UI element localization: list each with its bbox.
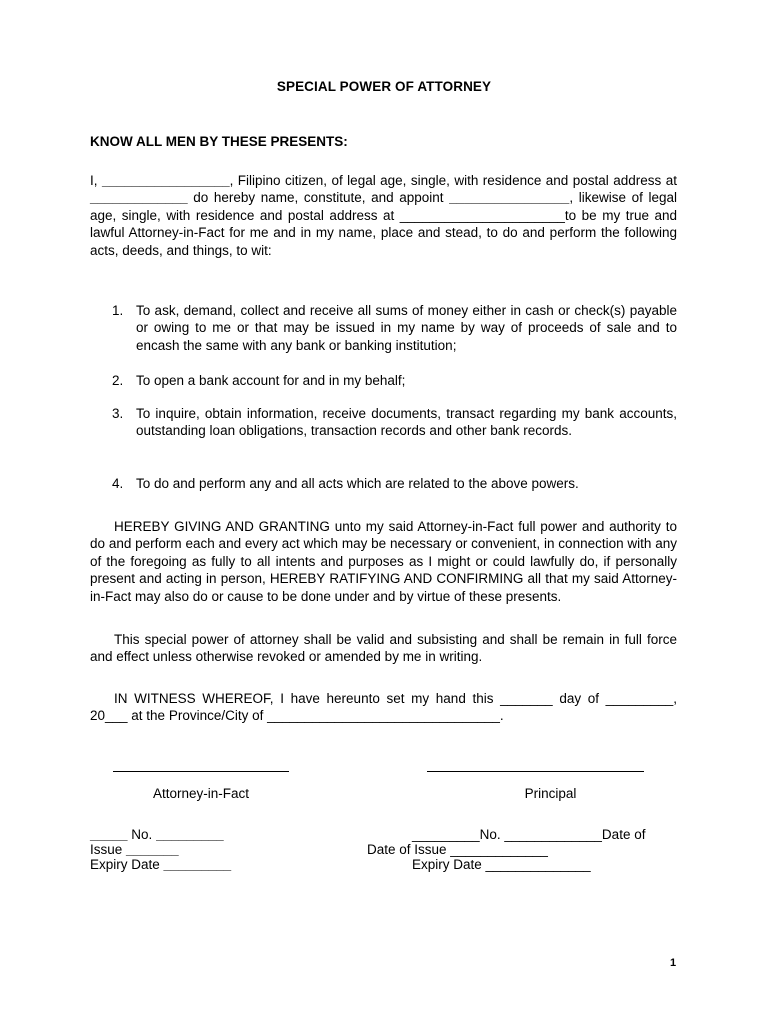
principal-address-blank: _____________ [90, 190, 188, 206]
principal-name-blank: _________________ [101, 173, 230, 188]
opening-heading: KNOW ALL MEN BY THESE PRESENTS: [90, 134, 348, 149]
document-title: SPECIAL POWER OF ATTORNEY [276, 79, 492, 94]
expiry-blank: _________ [163, 857, 232, 872]
list-item [112, 405, 677, 440]
intro-text-2: , Filipino citizen, of legal age, single, with residence and postal address at [229, 173, 677, 188]
issue-blank: _______ [126, 842, 179, 857]
witness-paragraph: IN WITNESS WHEREOF, I have hereunto set my hand this _______ day of _________, 20___ at the Province/City of _______________________________. [90, 691, 677, 724]
intro-text-4: , likewise of legal age, single, with residence and postal address at ______________________to be my true and lawful Attorney-in-Fact for me and in my name, place and stead, to do and perform the following acts, deeds, and things, to wit: [90, 190, 677, 258]
attorney-expiry-date [90, 857, 231, 872]
attorney-issue-date [90, 842, 179, 857]
list-item-text: To do and perform any and all acts which are related to the above powers. [136, 476, 579, 491]
list-item [112, 372, 677, 389]
principal-id-number: _________No. _____________Date of [412, 827, 646, 842]
id-number-label: No. [127, 827, 157, 842]
id-number-blank: _________ [156, 827, 224, 842]
list-item-number: 3. [112, 406, 124, 421]
principal-expiry-date: Expiry Date ______________ [412, 857, 591, 872]
attorney-signature-line [113, 771, 289, 772]
validity-paragraph: This special power of attorney shall be valid and subsisting and shall be remain in full force and effect unless otherwise revoked or amended by me in writing. [90, 632, 677, 665]
list-item-number: 4. [112, 476, 124, 491]
principal-issue-date: Date of Issue _____________ [367, 842, 548, 857]
list-item [112, 475, 677, 492]
list-item-text: To open a bank account for and in my behalf; [136, 373, 406, 388]
issue-label: Issue [90, 842, 127, 857]
list-item-number: 1. [112, 303, 124, 318]
principal-label: Principal [524, 786, 577, 801]
list-item-number: 2. [112, 373, 124, 388]
expiry-label: Expiry Date [90, 857, 164, 872]
grant-paragraph: HEREBY GIVING AND GRANTING unto my said Attorney-in-Fact full power and authority to do and perform each and every act which may be necessary or convenient, in connection with any of the foregoing as fully to all intents and purposes as I might or could lawfully do, if personally present and acting in person, HEREBY RATIFYING AND CONFIRMING all that my said Attorney-in-Fact may also do or cause to be done under and by virtue of these presents. [90, 519, 677, 604]
intro-text-1: I, [90, 173, 102, 188]
attorney-in-fact-label: Attorney-in-Fact [152, 786, 250, 801]
intro-text-3: do hereby name, constitute, and appoint [187, 190, 450, 206]
attorney-id-number [90, 827, 224, 842]
page-number: 1 [670, 957, 677, 969]
id-type-blank: _____ [90, 827, 128, 842]
principal-signature-line [427, 771, 644, 772]
list-item-text: To inquire, obtain information, receive documents, transact regarding my bank accounts, outstanding loan obligations, transaction records and other bank records. [136, 406, 677, 439]
agent-name-blank: ________________ [449, 190, 570, 206]
list-item-text: To ask, demand, collect and receive all sums of money either in cash or check(s) payable or owing to me or that may be issued in my name by way of proceeds of sale and to encash the same with any bank or banking institution; [136, 303, 677, 353]
intro-paragraph [90, 172, 677, 259]
list-item [112, 302, 677, 354]
